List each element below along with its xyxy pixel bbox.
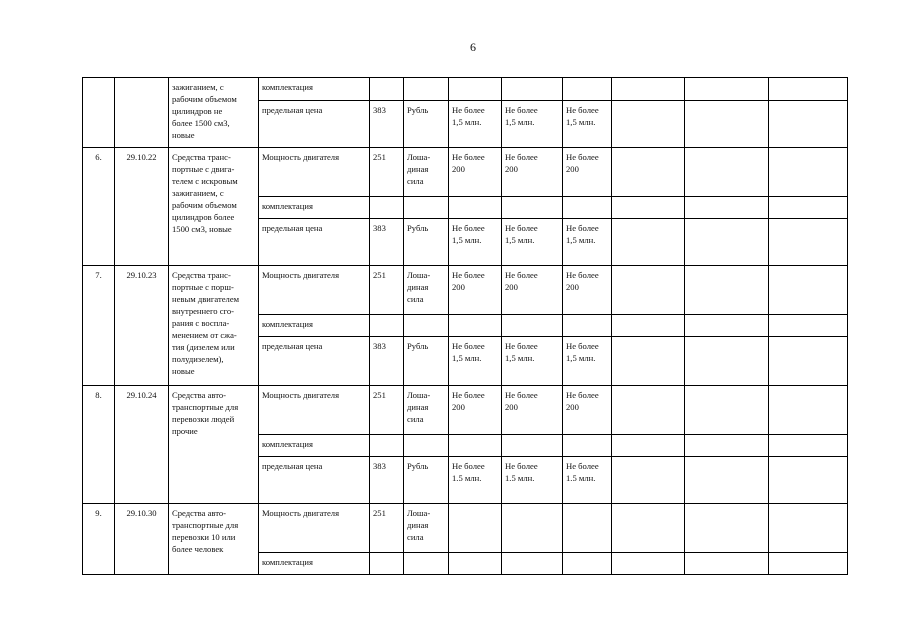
cell-name: Средства транс- портные с порш- невым двигателем внутреннего сго- рания с воспла- менением от сжа- тия (дизелем или полудизелем), новые [169, 266, 259, 386]
cell-value-3: Не более 200 [563, 386, 612, 435]
cell-unit: Рубль [404, 457, 449, 504]
cell-empty [685, 219, 769, 266]
cell-empty [769, 386, 848, 435]
cell-value-3: Не более 1,5 млн. [563, 337, 612, 386]
cell-empty [612, 266, 685, 315]
cell-unit [404, 435, 449, 457]
table-row [83, 78, 848, 101]
cell-value-1: Не более 1,5 млн. [449, 101, 502, 148]
cell-okei-code: 251 [370, 266, 404, 315]
cell-okei-code: 383 [370, 457, 404, 504]
cell-unit: Лоша- диная сила [404, 266, 449, 315]
cell-empty [685, 553, 769, 575]
cell-value-1: Не более 1.5 млн. [449, 457, 502, 504]
requirements-table [82, 77, 848, 575]
table-row [83, 504, 848, 553]
cell-name: Средства авто- транспортные для перевозки людей прочие [169, 386, 259, 504]
cell-num: 7. [83, 266, 115, 386]
cell-characteristic: Мощность двигателя [259, 266, 370, 315]
cell-unit: Лоша- диная сила [404, 504, 449, 553]
cell-value-2 [502, 553, 563, 575]
cell-value-3: Не более 200 [563, 266, 612, 315]
cell-value-2 [502, 78, 563, 101]
cell-empty [612, 504, 685, 553]
table-row [83, 386, 848, 435]
cell-value-3 [563, 504, 612, 553]
cell-characteristic: комплектация [259, 197, 370, 219]
cell-empty [685, 457, 769, 504]
cell-value-3 [563, 197, 612, 219]
cell-empty [612, 148, 685, 197]
cell-value-3: Не более 200 [563, 148, 612, 197]
cell-value-3: Не более 1.5 млн. [563, 457, 612, 504]
cell-empty [612, 435, 685, 457]
cell-num: 6. [83, 148, 115, 266]
table-row [83, 148, 848, 197]
cell-value-2: Не более 1,5 млн. [502, 101, 563, 148]
cell-empty [685, 197, 769, 219]
cell-value-1 [449, 78, 502, 101]
cell-characteristic: предельная цена [259, 101, 370, 148]
cell-unit: Лоша- диная сила [404, 386, 449, 435]
cell-empty [769, 148, 848, 197]
cell-value-3 [563, 553, 612, 575]
cell-empty [769, 337, 848, 386]
cell-characteristic: Мощность двигателя [259, 386, 370, 435]
cell-value-3 [563, 315, 612, 337]
cell-value-1: Не более 200 [449, 266, 502, 315]
cell-value-1 [449, 197, 502, 219]
cell-okei-code: 383 [370, 101, 404, 148]
cell-okei-code: 383 [370, 337, 404, 386]
cell-characteristic: Мощность двигателя [259, 504, 370, 553]
cell-value-1: Не более 1,5 млн. [449, 337, 502, 386]
cell-empty [769, 197, 848, 219]
cell-empty [612, 101, 685, 148]
cell-empty [685, 148, 769, 197]
cell-value-3: Не более 1,5 млн. [563, 101, 612, 148]
cell-empty [769, 504, 848, 553]
cell-empty [685, 266, 769, 315]
cell-empty [769, 457, 848, 504]
cell-value-3 [563, 78, 612, 101]
cell-characteristic: предельная цена [259, 219, 370, 266]
cell-okei-code [370, 78, 404, 101]
cell-value-1 [449, 435, 502, 457]
cell-value-1: Не более 200 [449, 386, 502, 435]
cell-empty [769, 553, 848, 575]
cell-okei-code: 251 [370, 504, 404, 553]
cell-unit: Рубль [404, 101, 449, 148]
page-number: 6 [470, 40, 476, 54]
cell-empty [612, 78, 685, 101]
cell-value-1 [449, 504, 502, 553]
table-row [83, 266, 848, 315]
cell-empty [685, 101, 769, 148]
cell-empty [769, 435, 848, 457]
cell-okei-code [370, 197, 404, 219]
cell-empty [612, 219, 685, 266]
cell-empty [769, 219, 848, 266]
cell-code [115, 78, 169, 148]
cell-value-2: Не более 1,5 млн. [502, 219, 563, 266]
cell-num: 9. [83, 504, 115, 575]
cell-okei-code [370, 315, 404, 337]
cell-empty [612, 386, 685, 435]
cell-code: 29.10.22 [115, 148, 169, 266]
cell-value-2: Не более 200 [502, 148, 563, 197]
cell-code: 29.10.30 [115, 504, 169, 575]
cell-characteristic: комплектация [259, 315, 370, 337]
cell-value-2 [502, 435, 563, 457]
cell-num: 8. [83, 386, 115, 504]
cell-value-1 [449, 315, 502, 337]
cell-characteristic: комплектация [259, 78, 370, 101]
cell-empty [685, 386, 769, 435]
cell-unit: Рубль [404, 337, 449, 386]
cell-characteristic: комплектация [259, 553, 370, 575]
cell-value-2 [502, 197, 563, 219]
cell-empty [612, 457, 685, 504]
cell-value-2: Не более 1.5 млн. [502, 457, 563, 504]
cell-okei-code [370, 553, 404, 575]
cell-value-3: Не более 1,5 млн. [563, 219, 612, 266]
cell-empty [612, 315, 685, 337]
cell-name: зажиганием, с рабочим объемом цилиндров не более 1500 см3, новые [169, 78, 259, 148]
cell-value-2: Не более 200 [502, 386, 563, 435]
cell-empty [685, 78, 769, 101]
cell-unit: Рубль [404, 219, 449, 266]
cell-code: 29.10.23 [115, 266, 169, 386]
cell-characteristic: Мощность двигателя [259, 148, 370, 197]
cell-num [83, 78, 115, 148]
cell-value-2: Не более 1,5 млн. [502, 337, 563, 386]
cell-name: Средства авто- транспортные для перевозки 10 или более человек [169, 504, 259, 575]
cell-value-2: Не более 200 [502, 266, 563, 315]
cell-empty [769, 78, 848, 101]
cell-empty [612, 337, 685, 386]
cell-characteristic: предельная цена [259, 337, 370, 386]
cell-value-1: Не более 200 [449, 148, 502, 197]
cell-empty [685, 337, 769, 386]
cell-empty [685, 435, 769, 457]
cell-unit [404, 553, 449, 575]
cell-value-2 [502, 315, 563, 337]
cell-unit: Лоша- диная сила [404, 148, 449, 197]
cell-unit [404, 78, 449, 101]
cell-empty [685, 315, 769, 337]
cell-name: Средства транс- портные с двига- телем с искровым зажиганием, с рабочим объемом цилиндров более 1500 см3, новые [169, 148, 259, 266]
cell-okei-code: 383 [370, 219, 404, 266]
cell-okei-code: 251 [370, 386, 404, 435]
cell-value-2 [502, 504, 563, 553]
cell-empty [769, 266, 848, 315]
cell-value-1 [449, 553, 502, 575]
cell-empty [769, 315, 848, 337]
cell-empty [612, 197, 685, 219]
cell-empty [612, 553, 685, 575]
cell-characteristic: комплектация [259, 435, 370, 457]
cell-value-1: Не более 1,5 млн. [449, 219, 502, 266]
cell-characteristic: предельная цена [259, 457, 370, 504]
cell-okei-code [370, 435, 404, 457]
cell-empty [769, 101, 848, 148]
cell-code: 29.10.24 [115, 386, 169, 504]
cell-value-3 [563, 435, 612, 457]
cell-unit [404, 315, 449, 337]
cell-empty [685, 504, 769, 553]
cell-okei-code: 251 [370, 148, 404, 197]
cell-unit [404, 197, 449, 219]
